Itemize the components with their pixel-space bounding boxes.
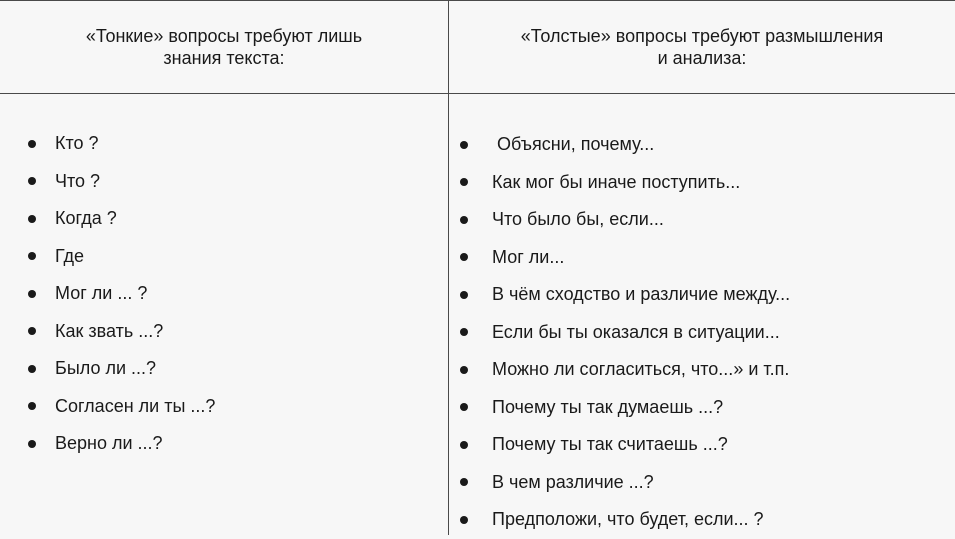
list-item-text: Кто ? xyxy=(55,133,99,154)
list-item-text: Почему ты так думаешь ...? xyxy=(492,396,724,417)
list-item xyxy=(28,425,215,463)
list-item xyxy=(460,501,790,539)
bullet-icon xyxy=(28,290,36,298)
list-item xyxy=(460,464,790,502)
header-thin-line-2: знания текста: xyxy=(163,48,285,68)
list-item-text: Как мог бы иначе поступить... xyxy=(492,171,741,192)
header-thick-line-1: «Толстые» вопросы требуют размышления xyxy=(520,26,884,46)
list-item-text: Мог ли... xyxy=(492,246,565,267)
list-item xyxy=(460,164,790,202)
list-item-text: Как звать ...? xyxy=(55,320,164,341)
list-item-text: Если бы ты оказался в ситуации... xyxy=(492,321,780,342)
list-item xyxy=(460,351,790,389)
bullet-icon xyxy=(460,516,468,524)
bullet-icon xyxy=(28,327,36,335)
thick-questions-list xyxy=(460,126,790,539)
list-item-text: Почему ты так считаешь ...? xyxy=(492,434,728,455)
list-item-text: Верно ли ...? xyxy=(55,433,163,454)
list-item xyxy=(460,426,790,464)
bullet-icon xyxy=(460,216,468,224)
list-item xyxy=(460,276,790,314)
header-thick-line-2: и анализа: xyxy=(657,48,747,68)
bullet-icon xyxy=(28,402,36,410)
header-thin-questions xyxy=(0,1,448,93)
list-item-text: Мог ли ... ? xyxy=(55,283,148,304)
list-item xyxy=(28,125,215,163)
list-item xyxy=(28,163,215,201)
list-item-text: Что ? xyxy=(55,170,101,191)
list-item-text: Где xyxy=(55,245,85,266)
list-item xyxy=(28,200,215,238)
bullet-icon xyxy=(460,366,468,374)
list-item xyxy=(460,239,790,277)
list-item xyxy=(460,126,790,164)
list-item-text: Можно ли согласиться, что...» и т.п. xyxy=(492,359,790,380)
bullet-icon xyxy=(28,440,36,448)
bullet-icon xyxy=(460,291,468,299)
bullet-icon xyxy=(28,177,36,185)
bullet-icon xyxy=(28,140,36,148)
list-item-text: Когда ? xyxy=(55,208,117,229)
bullet-icon xyxy=(28,252,36,260)
list-item xyxy=(28,275,215,313)
list-item-text: В чем различие ...? xyxy=(492,471,654,492)
list-item xyxy=(460,389,790,427)
list-item xyxy=(28,350,215,388)
bullet-icon xyxy=(460,403,468,411)
list-item-text: Объясни, почему... xyxy=(492,134,655,155)
list-item xyxy=(460,201,790,239)
list-item xyxy=(460,314,790,352)
list-item-text: Было ли ...? xyxy=(55,358,157,379)
header-thick-questions xyxy=(449,1,955,93)
header-divider xyxy=(0,93,955,94)
header-thin-line-1: «Тонкие» вопросы требуют лишь xyxy=(85,26,363,46)
bullet-icon xyxy=(460,253,468,261)
list-item-text: В чём сходство и различие между... xyxy=(492,284,791,305)
list-item xyxy=(28,313,215,351)
list-item-text: Что было бы, если... xyxy=(492,209,664,230)
bullet-icon xyxy=(460,141,468,149)
list-item xyxy=(28,238,215,276)
thin-questions-list xyxy=(28,125,215,463)
list-item-text: Предположи, что будет, если... ? xyxy=(492,509,764,530)
bullet-icon xyxy=(28,365,36,373)
bullet-icon xyxy=(460,478,468,486)
bullet-icon xyxy=(28,215,36,223)
list-item-text: Согласен ли ты ...? xyxy=(55,395,216,416)
bullet-icon xyxy=(460,328,468,336)
bullet-icon xyxy=(460,441,468,449)
list-item xyxy=(28,388,215,426)
bullet-icon xyxy=(460,178,468,186)
